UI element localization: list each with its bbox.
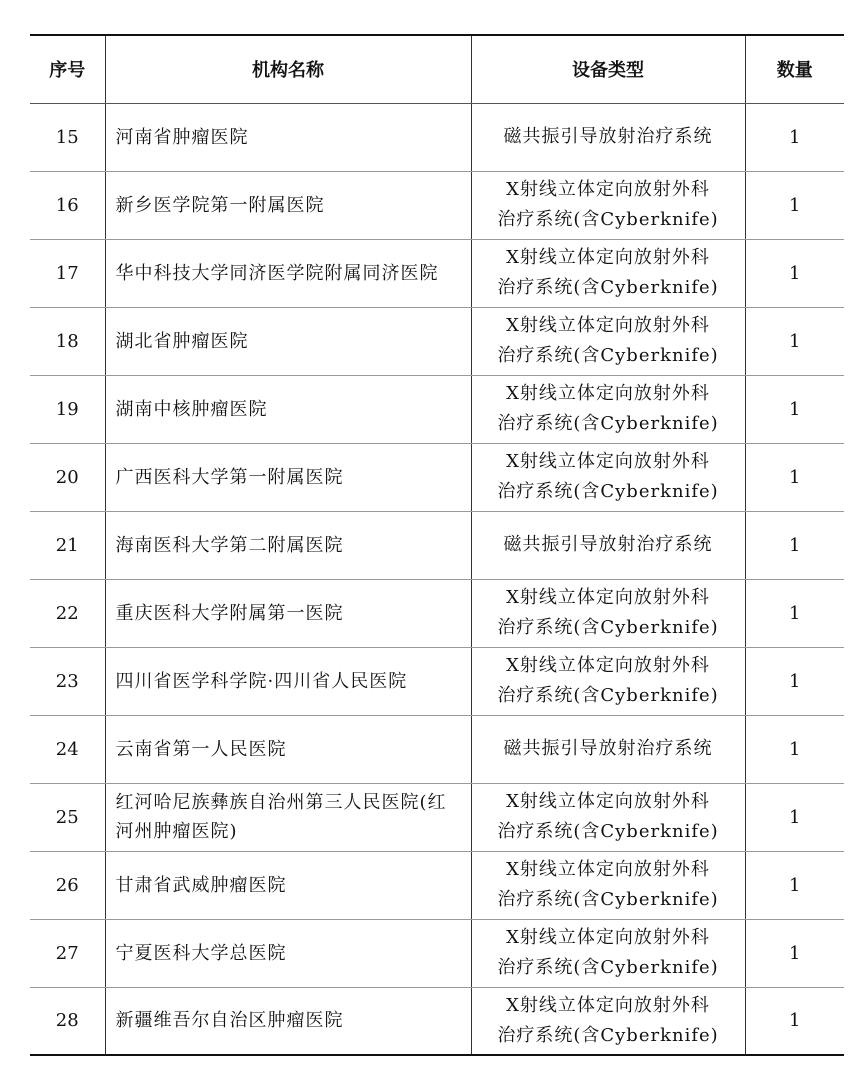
row-seq: 17 — [30, 239, 105, 307]
table-header-row — [30, 35, 844, 103]
device-line: 治疗系统(含Cyberknife) — [497, 413, 719, 434]
row-seq: 15 — [30, 103, 105, 171]
device-line: 治疗系统(含Cyberknife) — [497, 685, 719, 706]
table-body — [30, 103, 844, 1055]
row-seq: 24 — [30, 715, 105, 783]
row-quantity: 1 — [745, 443, 844, 511]
row-institution — [105, 103, 471, 171]
row-seq: 28 — [30, 987, 105, 1055]
institution-line: 新疆维吾尔自治区肿瘤医院 — [115, 1010, 344, 1032]
device-line: 治疗系统(含Cyberknife) — [497, 277, 719, 298]
device-line: X射线立体定向放射外科 — [506, 994, 710, 1016]
device-line: 治疗系统(含Cyberknife) — [497, 889, 719, 910]
institution-line: 广西医科大学第一附属医院 — [115, 466, 344, 488]
device-line: X射线立体定向放射外科 — [506, 383, 710, 404]
row-device-type — [471, 851, 745, 919]
row-quantity: 1 — [745, 307, 844, 375]
device-line: 磁共振引导放射治疗系统 — [503, 738, 713, 759]
institution-line: 新乡医学院第一附属医院 — [115, 194, 325, 216]
row-institution — [105, 715, 471, 783]
row-institution — [105, 647, 471, 715]
row-seq: 23 — [30, 647, 105, 715]
device-line: X射线立体定向放射外科 — [506, 247, 710, 268]
header-device-type: 设备类型 — [471, 35, 745, 103]
institution-line: 海南医科大学第二附属医院 — [115, 534, 344, 556]
institution-line: 红河哈尼族彝族自治州第三人民医院(红 — [115, 792, 447, 813]
row-quantity: 1 — [745, 715, 844, 783]
row-quantity: 1 — [745, 647, 844, 715]
institution-line: 河南省肿瘤医院 — [115, 126, 249, 148]
row-quantity: 1 — [745, 511, 844, 579]
row-device-type — [471, 239, 745, 307]
row-institution — [105, 239, 471, 307]
row-seq: 25 — [30, 783, 105, 851]
table-row — [30, 511, 844, 579]
row-quantity: 1 — [745, 919, 844, 987]
table-row — [30, 239, 844, 307]
table-row — [30, 307, 844, 375]
row-device-type — [471, 647, 745, 715]
institution-line: 湖南中核肿瘤医院 — [115, 398, 268, 420]
table-row — [30, 987, 844, 1055]
device-line: 治疗系统(含Cyberknife) — [497, 1024, 719, 1046]
row-institution — [105, 851, 471, 919]
row-quantity: 1 — [745, 375, 844, 443]
table-row — [30, 579, 844, 647]
device-line: X射线立体定向放射外科 — [506, 791, 710, 812]
institution-line: 四川省医学科学院·四川省人民医院 — [115, 670, 408, 692]
institution-line: 云南省第一人民医院 — [115, 738, 287, 760]
institution-line: 华中科技大学同济医学院附属同济医院 — [115, 262, 439, 284]
row-seq: 16 — [30, 171, 105, 239]
row-seq: 20 — [30, 443, 105, 511]
row-quantity: 1 — [745, 171, 844, 239]
institution-line: 重庆医科大学附属第一医院 — [115, 602, 344, 624]
institution-line: 河州肿瘤医院) — [115, 821, 238, 842]
row-seq: 27 — [30, 919, 105, 987]
equipment-table — [30, 34, 844, 1056]
device-line: X射线立体定向放射外科 — [506, 655, 710, 676]
table-row — [30, 647, 844, 715]
device-line: 治疗系统(含Cyberknife) — [497, 957, 719, 978]
device-line: X射线立体定向放射外科 — [506, 587, 710, 608]
row-seq: 21 — [30, 511, 105, 579]
table-row — [30, 171, 844, 239]
row-device-type — [471, 919, 745, 987]
row-seq: 26 — [30, 851, 105, 919]
row-seq: 22 — [30, 579, 105, 647]
row-quantity: 1 — [745, 579, 844, 647]
row-device-type — [471, 715, 745, 783]
device-line: X射线立体定向放射外科 — [506, 451, 710, 472]
device-line: X射线立体定向放射外科 — [506, 315, 710, 336]
row-institution — [105, 783, 471, 851]
row-quantity: 1 — [745, 239, 844, 307]
institution-line: 甘肃省武威肿瘤医院 — [115, 874, 287, 896]
row-institution — [105, 307, 471, 375]
device-line: 治疗系统(含Cyberknife) — [497, 481, 719, 502]
row-device-type — [471, 443, 745, 511]
row-device-type — [471, 783, 745, 851]
table-row — [30, 375, 844, 443]
device-line: X射线立体定向放射外科 — [506, 859, 710, 880]
device-line: 治疗系统(含Cyberknife) — [497, 617, 719, 638]
row-device-type — [471, 987, 745, 1055]
row-device-type — [471, 103, 745, 171]
row-seq: 19 — [30, 375, 105, 443]
institution-line: 湖北省肿瘤医院 — [115, 330, 249, 352]
row-quantity: 1 — [745, 851, 844, 919]
device-line: 磁共振引导放射治疗系统 — [503, 534, 713, 555]
row-institution — [105, 579, 471, 647]
device-line: 磁共振引导放射治疗系统 — [503, 126, 713, 147]
device-line: 治疗系统(含Cyberknife) — [497, 821, 719, 842]
institution-line: 宁夏医科大学总医院 — [115, 942, 287, 964]
header-institution: 机构名称 — [105, 35, 471, 103]
row-quantity: 1 — [745, 987, 844, 1055]
row-seq: 18 — [30, 307, 105, 375]
row-device-type — [471, 511, 745, 579]
device-line: X射线立体定向放射外科 — [506, 927, 710, 948]
table-row — [30, 715, 844, 783]
table-row — [30, 919, 844, 987]
row-quantity: 1 — [745, 783, 844, 851]
row-device-type — [471, 375, 745, 443]
device-line: 治疗系统(含Cyberknife) — [497, 345, 719, 366]
header-quantity: 数量 — [745, 35, 844, 103]
header-seq: 序号 — [30, 35, 105, 103]
table-row — [30, 783, 844, 851]
table-row — [30, 103, 844, 171]
row-institution — [105, 987, 471, 1055]
device-line: 治疗系统(含Cyberknife) — [497, 209, 719, 230]
device-line: X射线立体定向放射外科 — [506, 179, 710, 200]
row-institution — [105, 443, 471, 511]
row-institution — [105, 375, 471, 443]
table-row — [30, 851, 844, 919]
row-device-type — [471, 307, 745, 375]
row-institution — [105, 919, 471, 987]
row-device-type — [471, 579, 745, 647]
row-institution — [105, 171, 471, 239]
table-row — [30, 443, 844, 511]
row-institution — [105, 511, 471, 579]
row-device-type — [471, 171, 745, 239]
row-quantity: 1 — [745, 103, 844, 171]
